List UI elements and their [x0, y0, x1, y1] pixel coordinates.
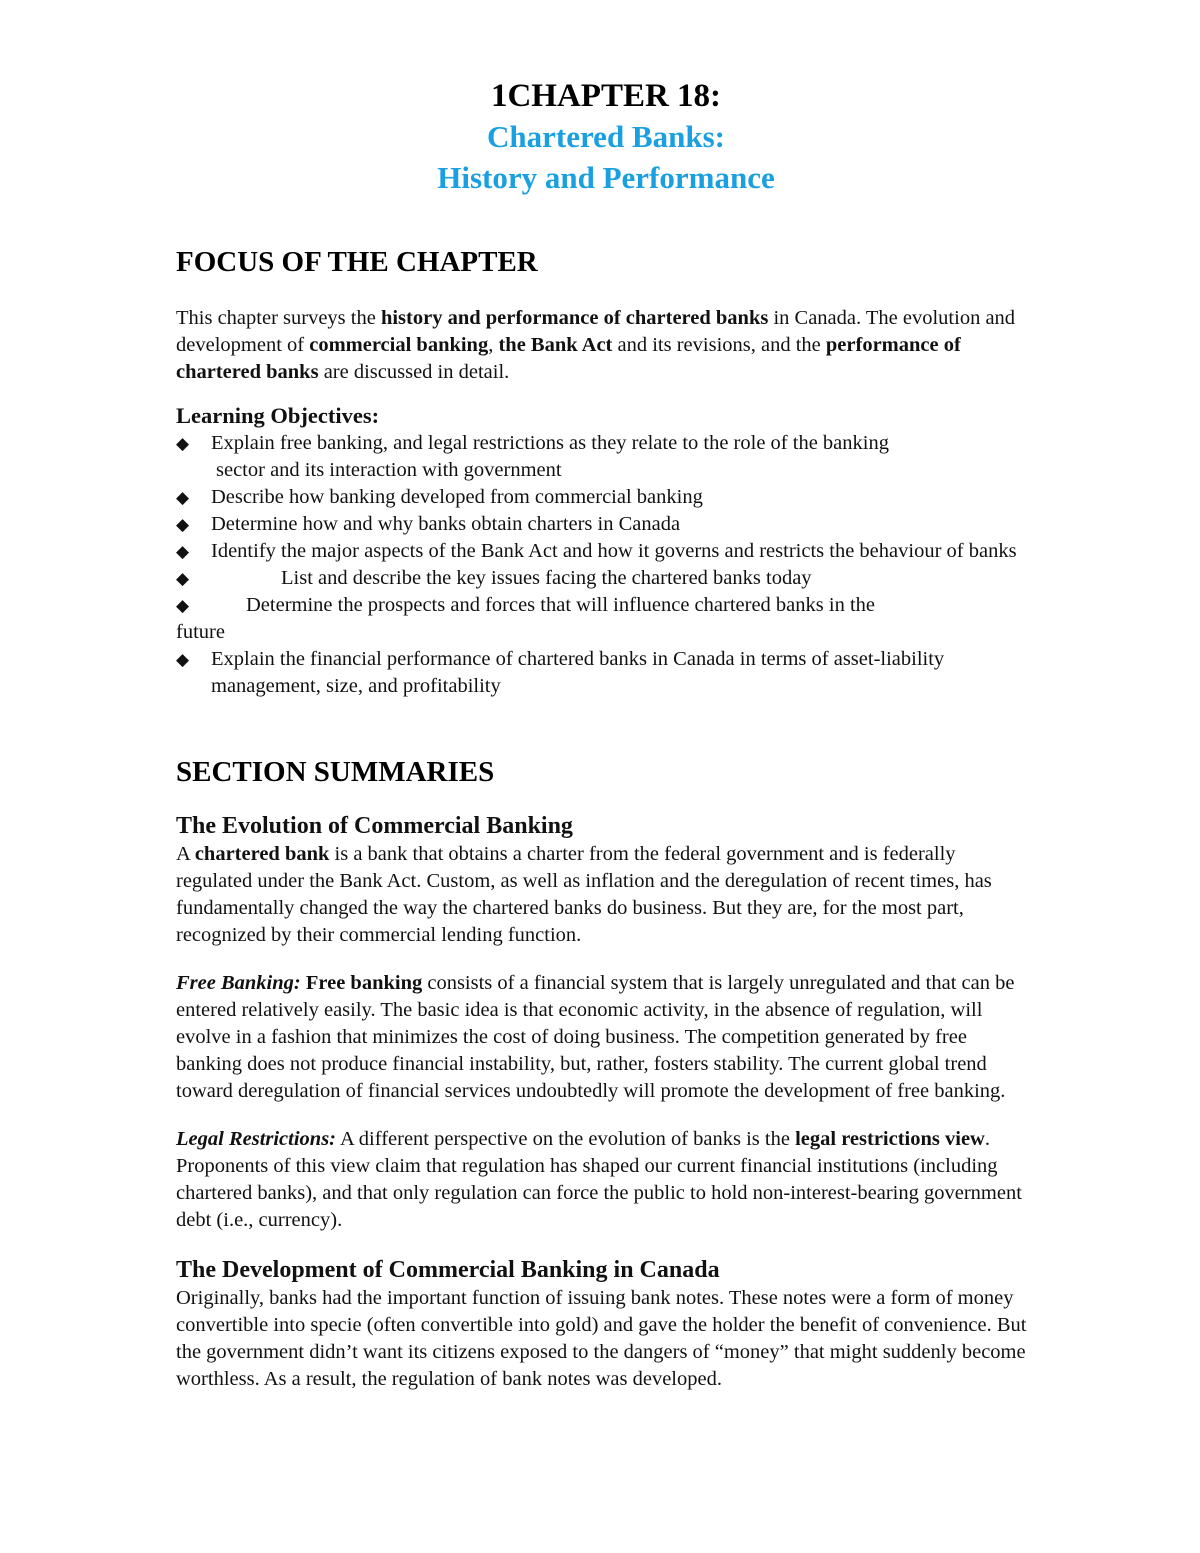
chapter-title: 1CHAPTER 18: — [490, 78, 722, 114]
legal-restrictions-paragraph: Legal Restrictions: A different perspective on the evolution of banks is the legal restrictions view. Proponents of this view claim that regulation has shaped our current financial institutions (including chartered banks), and that only regulation can force the public to hold non-interest-bearing government debt (i.e., currency). — [176, 1128, 1022, 1231]
section-summaries-heading: SECTION SUMMARIES — [176, 756, 495, 788]
objective-item: ◆ Determine how and why banks obtain charters in Canada — [176, 511, 1036, 538]
evolution-heading: The Evolution of Commercial Banking — [176, 813, 573, 839]
learning-objectives-list — [176, 430, 1036, 700]
focus-paragraph: This chapter surveys the history and performance of chartered banks in Canada. The evolution and development of commercial banking, the Bank Act and its revisions, and the performance of chartered banks are discussed in detail. — [176, 307, 1016, 383]
diamond-bullet-icon: ◆ — [176, 515, 190, 534]
objective-item: ◆ List and describe the key issues facing the chartered banks today — [176, 565, 1036, 592]
objective-item: ◆ Identify the major aspects of the Bank Act and how it governs and restricts the behaviour of banks — [176, 538, 1036, 565]
page-content — [176, 70, 1036, 1393]
diamond-bullet-icon: ◆ — [176, 650, 190, 669]
development-paragraph: Originally, banks had the important function of issuing bank notes. These notes were a form of money convertible into specie (often convertible into gold) and gave the holder the benefit of convenience. But the government didn’t want its citizens exposed to the dangers of “money” that might suddenly become worthless. As a result, the regulation of bank notes was developed. — [176, 1287, 1027, 1390]
diamond-bullet-icon: ◆ — [176, 488, 190, 507]
free-banking-paragraph: Free Banking: Free banking consists of a financial system that is largely unregulated and that can be entered relatively easily. The basic idea is that economic activity, in the absence of regulation, will evolve in a fashion that minimizes the cost of doing business. The competition generated by free banking does not produce financial instability, but, rather, fosters stability. The current global trend toward deregulation of financial services undoubtedly will promote the development of free banking. — [176, 972, 1015, 1102]
objective-item: ◆ Explain the financial performance of chartered banks in Canada in terms of asset-liability management, size, and profitability — [176, 648, 945, 697]
diamond-bullet-icon: ◆ — [176, 434, 190, 453]
objective-item: ◆ Determine the prospects and forces that will influence chartered banks in the future — [176, 594, 875, 643]
diamond-bullet-icon: ◆ — [176, 596, 190, 615]
diamond-bullet-icon: ◆ — [176, 569, 190, 588]
focus-heading: FOCUS OF THE CHAPTER — [176, 246, 538, 278]
chapter-subtitle-line2: History and Performance — [437, 160, 775, 195]
development-heading: The Development of Commercial Banking in Canada — [176, 1257, 720, 1283]
evolution-paragraph: A chartered bank is a bank that obtains a charter from the federal government and is federally regulated under the Bank Act. Custom, as well as inflation and the deregulation of recent times, has fundamentally changed the way the chartered banks do business. But they are, for the most part, recognized by their commercial lending function. — [176, 843, 992, 946]
diamond-bullet-icon: ◆ — [176, 542, 190, 561]
objective-item: ◆ Describe how banking developed from commercial banking — [176, 484, 1036, 511]
objective-item: ◆ Explain free banking, and legal restrictions as they relate to the role of the banking sector and its interaction with government — [176, 432, 889, 481]
chapter-subtitle-line1: Chartered Banks: — [487, 119, 725, 154]
learning-objectives-heading: Learning Objectives: — [176, 403, 380, 428]
